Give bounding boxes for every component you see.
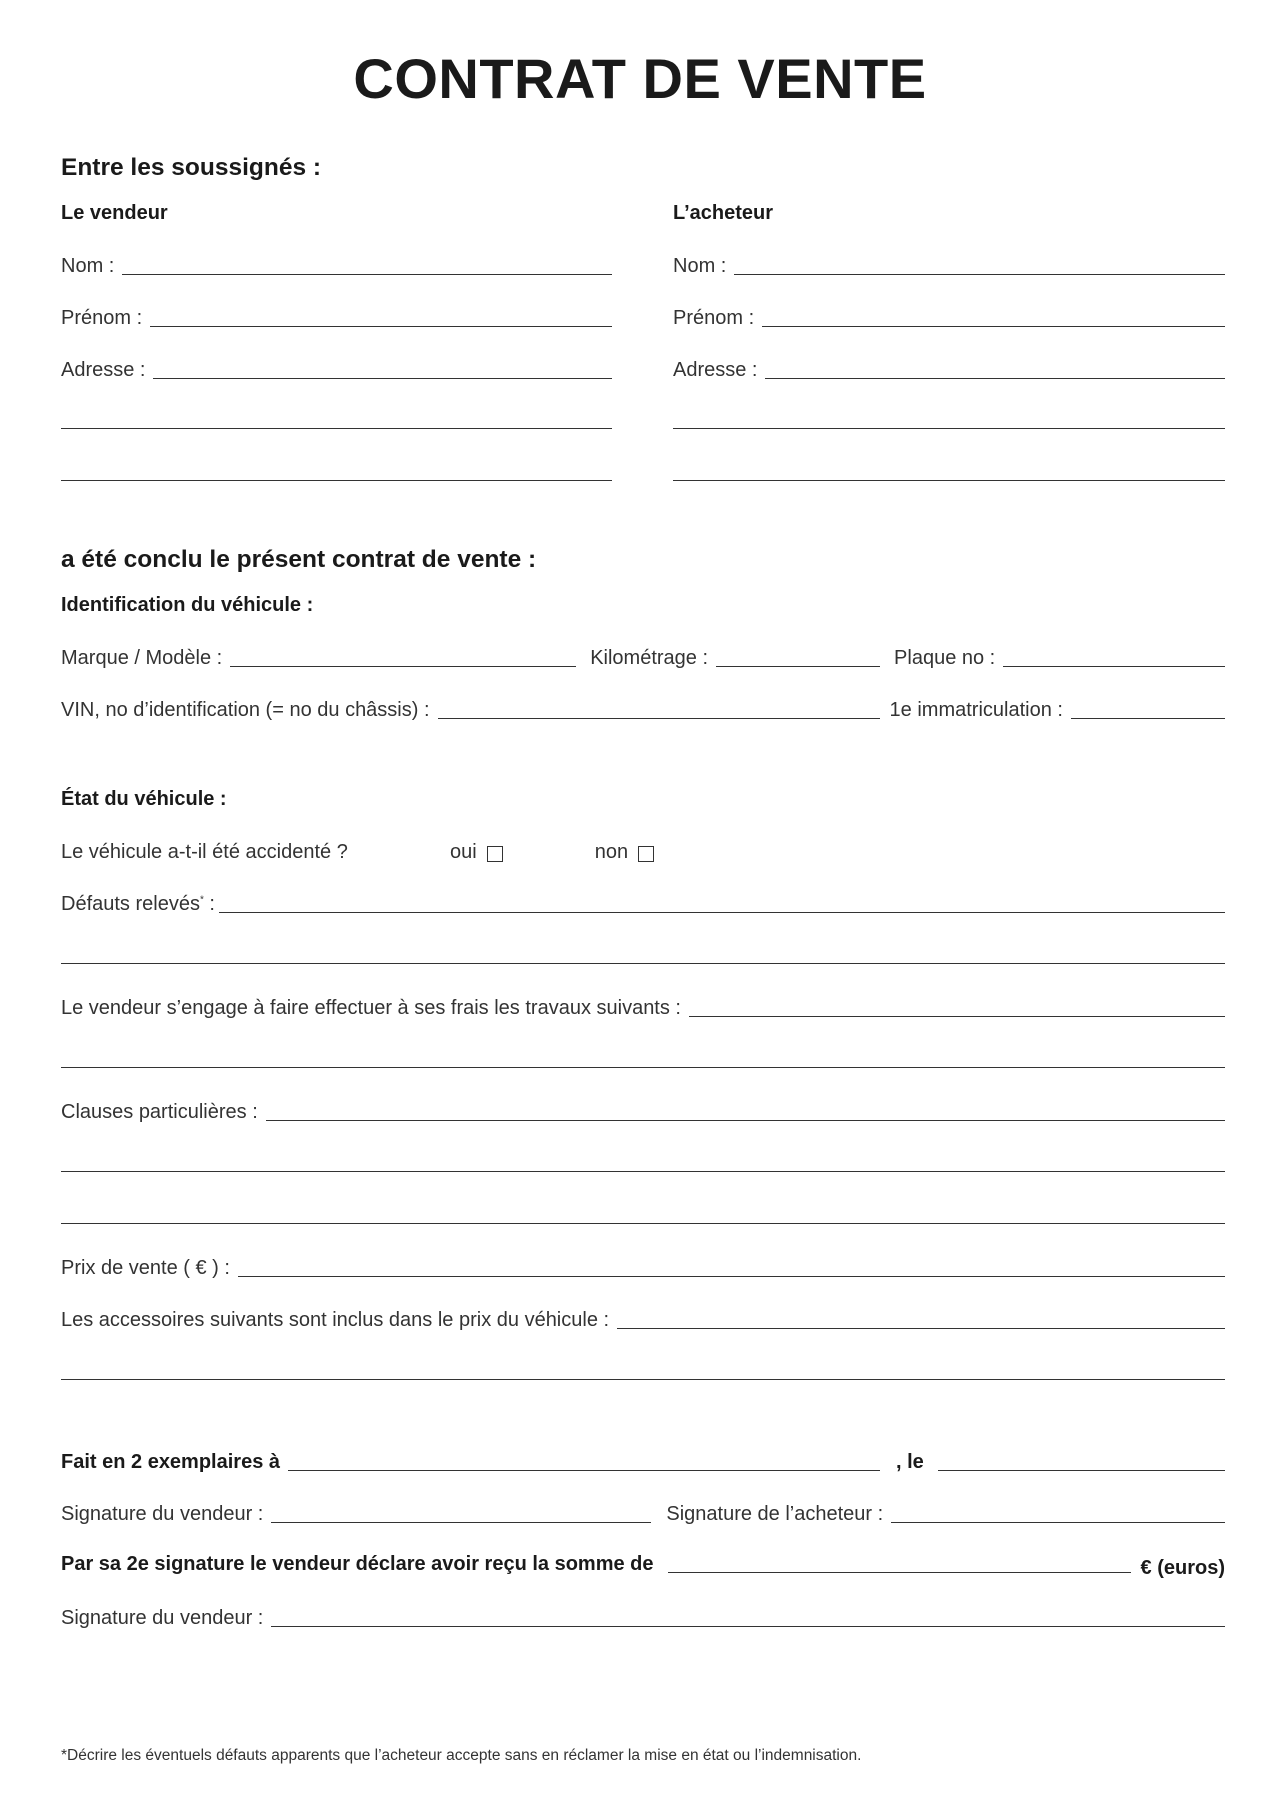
accident-question: Le véhicule a-t-il été accidenté ?: [61, 841, 348, 863]
buyer-adresse-line-3[interactable]: [673, 480, 1225, 481]
fait-label: Fait en 2 exemplaires à: [61, 1451, 281, 1473]
seller-adresse-label: Adresse :: [61, 359, 146, 381]
sig-vendeur2-field[interactable]: [61, 1598, 1225, 1634]
marque-label: Marque / Modèle :: [61, 647, 223, 669]
buyer-prenom-field[interactable]: [673, 298, 1225, 334]
km-line[interactable]: [716, 665, 880, 667]
clauses-field[interactable]: [61, 1092, 1225, 1128]
sig-acheteur-line[interactable]: [891, 1521, 1225, 1523]
plaque-label: Plaque no :: [894, 647, 996, 669]
concluded-heading: a été conclu le présent contrat de vente :: [61, 546, 537, 573]
defauts-field[interactable]: [61, 884, 1225, 920]
accessoires-line[interactable]: [617, 1327, 1225, 1329]
somme-line[interactable]: [668, 1571, 1131, 1573]
vin-line[interactable]: [438, 717, 880, 719]
fait-date-line[interactable]: [938, 1469, 1225, 1471]
euros-label: € (euros): [1140, 1557, 1225, 1579]
seller-nom-label: Nom :: [61, 255, 115, 277]
defauts-line[interactable]: [219, 911, 1225, 913]
seller-prenom-field[interactable]: [61, 298, 612, 334]
vehicle-id-heading: Identification du véhicule :: [61, 594, 314, 616]
accessoires-label: Les accessoires suivants sont inclus dans le prix du véhicule :: [61, 1309, 610, 1331]
vehicle-id-row-1: [61, 638, 1225, 674]
seller-adresse-field[interactable]: [61, 350, 612, 386]
travaux-field[interactable]: [61, 988, 1225, 1024]
buyer-adresse-line-2[interactable]: [673, 428, 1225, 429]
fait-row: [61, 1442, 1225, 1478]
non-checkbox[interactable]: [638, 846, 654, 862]
buyer-heading: L’acheteur: [673, 202, 774, 224]
marque-line[interactable]: [230, 665, 576, 667]
seller-adresse-line-2[interactable]: [61, 428, 612, 429]
seller-adresse-line[interactable]: [153, 377, 612, 379]
travaux-line-2[interactable]: [61, 1067, 1225, 1068]
clauses-line-2[interactable]: [61, 1171, 1225, 1172]
accessoires-field[interactable]: [61, 1300, 1225, 1336]
seller-nom-line[interactable]: [122, 273, 612, 275]
buyer-adresse-label: Adresse :: [673, 359, 758, 381]
sig-vendeur-label: Signature du vendeur :: [61, 1503, 264, 1525]
signatures-row: [61, 1494, 1225, 1530]
defauts-label: [61, 893, 215, 920]
immat-line[interactable]: [1071, 717, 1225, 719]
plaque-line[interactable]: [1003, 665, 1225, 667]
clauses-line[interactable]: [266, 1119, 1225, 1121]
seller-prenom-line[interactable]: [150, 325, 612, 327]
sig-vendeur-line[interactable]: [271, 1521, 651, 1523]
buyer-prenom-label: Prénom :: [673, 307, 755, 329]
defauts-label-colon: :: [203, 893, 215, 915]
seller-nom-field[interactable]: [61, 246, 612, 282]
defauts-footnote-mark: *: [199, 894, 204, 906]
page-title: CONTRAT DE VENTE: [353, 47, 927, 110]
defauts-line-2[interactable]: [61, 963, 1225, 964]
declare-label: Par sa 2e signature le vendeur déclare avoir reçu la somme de: [61, 1553, 654, 1575]
vin-label: VIN, no d’identification (= no du châssis) :: [61, 699, 430, 721]
oui-label: oui: [450, 841, 477, 863]
le-label: , le: [896, 1451, 924, 1473]
declare-row: [61, 1544, 1225, 1580]
seller-heading: Le vendeur: [61, 202, 168, 224]
seller-prenom-label: Prénom :: [61, 307, 143, 329]
travaux-label: Le vendeur s’engage à faire effectuer à ses frais les travaux suivants :: [61, 997, 681, 1019]
buyer-nom-field[interactable]: [673, 246, 1225, 282]
seller-adresse-line-3[interactable]: [61, 480, 612, 481]
accessoires-line-2[interactable]: [61, 1379, 1225, 1380]
km-label: Kilométrage :: [590, 647, 709, 669]
prix-field[interactable]: [61, 1248, 1225, 1284]
sig-vendeur2-line[interactable]: [271, 1625, 1225, 1627]
buyer-adresse-line[interactable]: [765, 377, 1225, 379]
travaux-line[interactable]: [689, 1015, 1225, 1017]
state-heading: État du véhicule :: [61, 788, 227, 810]
buyer-nom-line[interactable]: [734, 273, 1225, 275]
immat-label: 1e immatriculation :: [889, 699, 1063, 721]
intro-heading: Entre les soussignés :: [61, 154, 322, 181]
vehicle-id-row-2: [61, 690, 1225, 726]
buyer-adresse-field[interactable]: [673, 350, 1225, 386]
accident-row: [61, 832, 761, 868]
non-label: non: [594, 841, 629, 863]
sig-vendeur2-label: Signature du vendeur :: [61, 1607, 264, 1629]
oui-checkbox[interactable]: [487, 846, 503, 862]
clauses-line-3[interactable]: [61, 1223, 1225, 1224]
clauses-label: Clauses particulières :: [61, 1101, 258, 1123]
prix-label: Prix de vente ( € ) :: [61, 1257, 230, 1279]
fait-lieu-line[interactable]: [288, 1469, 880, 1471]
prix-line[interactable]: [238, 1275, 1225, 1277]
footnote: *Décrire les éventuels défauts apparents que l’acheteur accepte sans en réclamer la mise en état ou l’indemnisation.: [61, 1747, 862, 1764]
buyer-prenom-line[interactable]: [762, 325, 1225, 327]
buyer-nom-label: Nom :: [673, 255, 727, 277]
sig-acheteur-label: Signature de l’acheteur :: [666, 1503, 884, 1525]
defauts-label-text: Défauts relevés: [61, 893, 200, 915]
